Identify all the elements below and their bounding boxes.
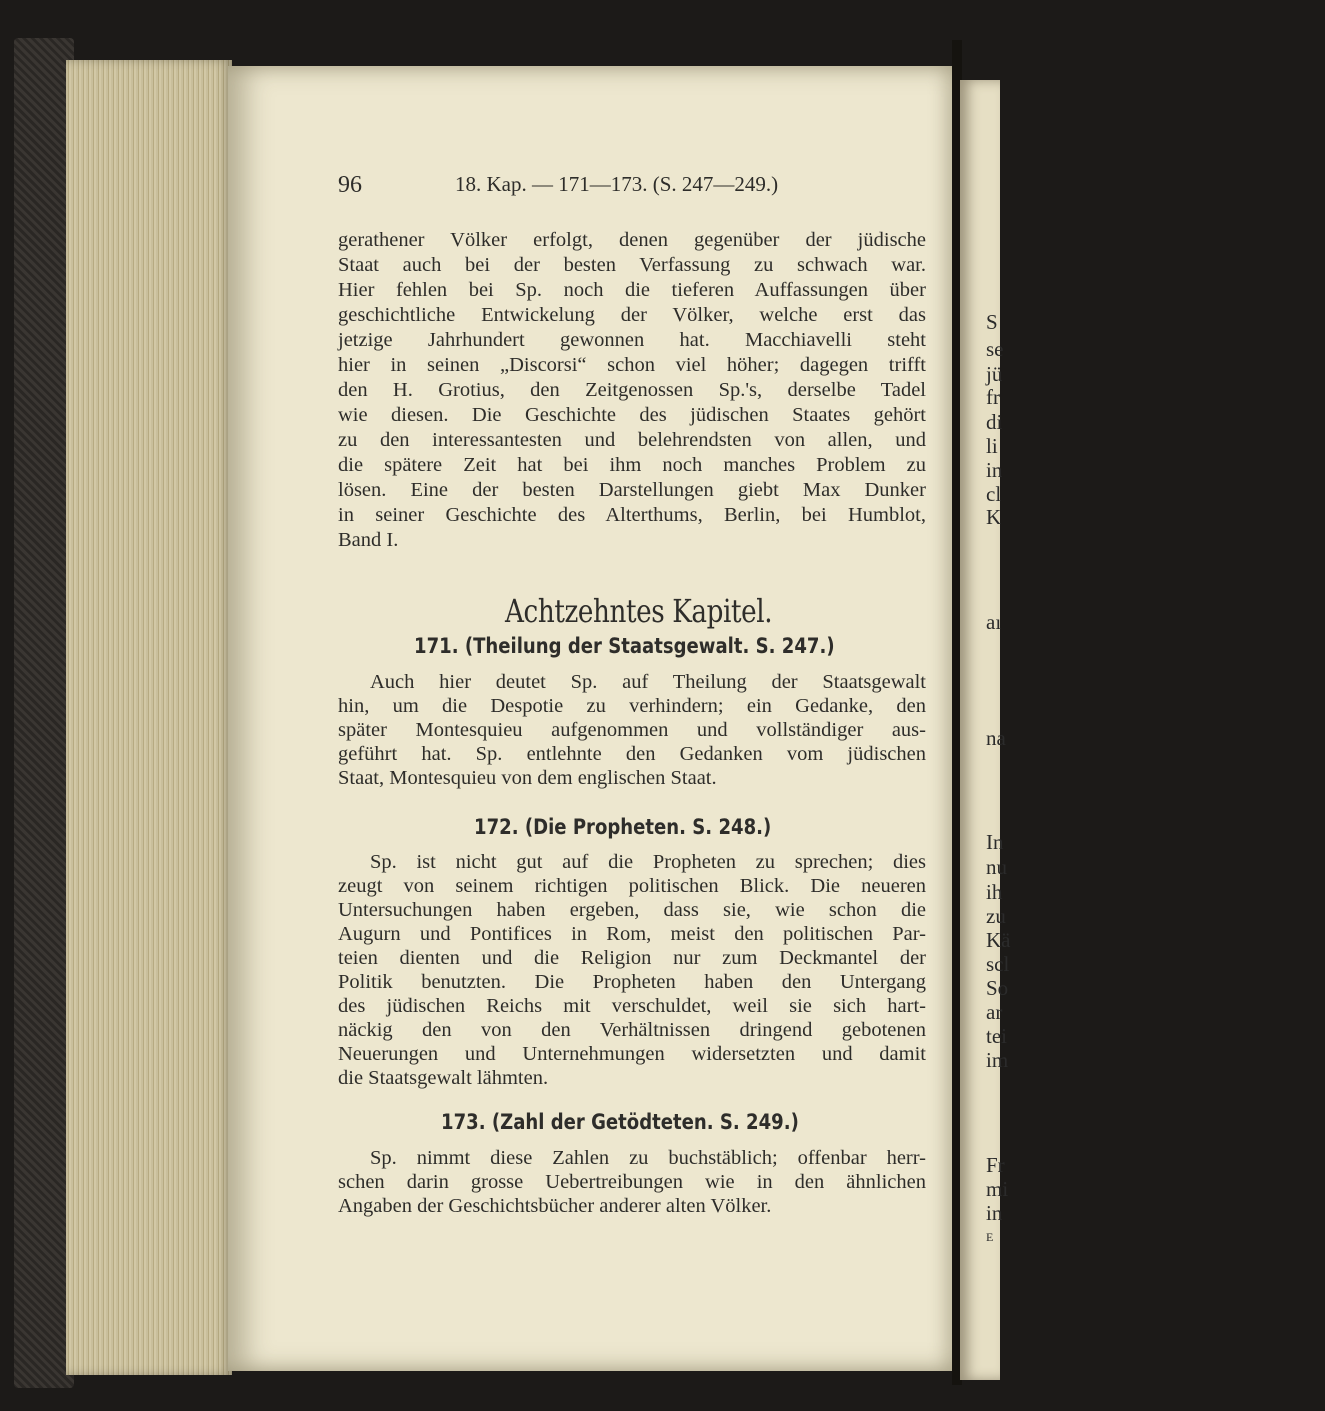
facing-page-fragment: In	[986, 830, 1004, 854]
text-line: Auch hier deutet Sp. auf Theilung der Staatsgewalt	[370, 671, 926, 693]
text-line: Sp. ist nicht gut auf die Propheten zu sprechen; dies	[370, 851, 926, 873]
text-line: hin, um die Despotie zu verhindern; ein Gedanke, den	[338, 695, 926, 717]
facing-page-fragment: S	[986, 310, 998, 334]
facing-page-fragment: K	[986, 505, 1002, 529]
text-line: Staat, Montesquieu von dem englischen Staat.	[338, 767, 717, 789]
facing-page-fragment: zu	[986, 904, 1006, 928]
text-line: Staat auch bei der besten Verfassung zu schwach war.	[338, 254, 926, 276]
text-line: in seiner Geschichte des Alterthums, Berlin, bei Humblot,	[338, 504, 926, 526]
text-line: Angaben der Geschichtsbücher anderer alten Völker.	[338, 1195, 772, 1217]
text-line: teien dienten und die Religion nur zum Deckmantel der	[338, 947, 926, 969]
facing-page-fragment: jü	[986, 362, 1003, 386]
text-line: jetzige Jahrhundert gewonnen hat. Macchiavelli steht	[338, 329, 926, 351]
page-number: 96	[338, 172, 362, 198]
section-heading-173: 173. (Zahl der Getödteten. S. 249.)	[441, 1110, 799, 1134]
facing-page-fragment: in	[986, 1201, 1003, 1225]
facing-page-fragment: in	[986, 458, 1003, 482]
text-line: Neuerungen und Unternehmungen widersetzten und damit	[338, 1043, 926, 1065]
text-line: Untersuchungen haben ergeben, dass sie, wie schon die	[338, 899, 926, 921]
text-line: Augurn und Pontifices in Rom, meist den politischen Par-	[338, 923, 926, 945]
facing-page-fragment: aı	[986, 610, 1002, 634]
facing-page-edge	[960, 80, 1011, 1380]
facing-page-fragment: mi	[986, 1177, 1009, 1201]
facing-page-fragment: nu	[986, 855, 1007, 879]
text-line: näckig den von den Verhältnissen dringend gebotenen	[338, 1019, 926, 1041]
text-line: wie diesen. Die Geschichte des jüdischen Staates gehört	[338, 404, 926, 426]
text-line: zeugt von seinem richtigen politischen Blick. Die neueren	[338, 875, 926, 897]
text-line: Hier fehlen bei Sp. noch die tieferen Auffassungen über	[338, 279, 926, 301]
facing-page-fragment: ih	[986, 880, 1003, 904]
text-line: später Montesquieu aufgenommen und vollständiger aus-	[338, 719, 926, 741]
facing-page-fragment: E	[986, 1230, 994, 1244]
text-line: Politik benutzten. Die Propheten haben den Untergang	[338, 971, 926, 993]
text-line: des jüdischen Reichs mit verschuldet, weil sie sich hart-	[338, 995, 926, 1017]
facing-page-fragment: li	[986, 434, 998, 458]
facing-page-fragment: Fr	[986, 1153, 1005, 1177]
text-line: hier in seinen „Discorsi“ schon viel höher; dagegen trifft	[338, 354, 926, 376]
text-line: geführt hat. Sp. entlehnte den Gedanken vom jüdischen	[338, 743, 926, 765]
facing-page-fragment: di	[986, 410, 1003, 434]
facing-page-fragment: tei	[986, 1024, 1007, 1048]
facing-page-fragment: fr	[986, 385, 1000, 409]
facing-page-fragment: scl	[986, 952, 1010, 976]
page-edges	[66, 60, 232, 1375]
facing-page-fragment: se	[986, 337, 1004, 361]
text-line: zu den interessantesten und belehrendsten von allen, und	[338, 429, 926, 451]
facing-page-fragment: Kä	[986, 928, 1011, 952]
text-line: den H. Grotius, den Zeitgenossen Sp.'s, derselbe Tadel	[338, 379, 926, 401]
text-line: die spätere Zeit hat bei ihm noch manches Problem zu	[338, 454, 926, 476]
facing-page-fragment: im	[986, 1048, 1009, 1072]
facing-page-fragment: ar	[986, 1000, 1003, 1024]
facing-page-fragment: So	[986, 976, 1009, 1000]
text-line: gerathener Völker erfolgt, denen gegenüber der jüdische	[338, 229, 926, 251]
text-line: Sp. nimmt diese Zahlen zu buchstäblich; offenbar herr-	[370, 1147, 926, 1169]
running-head: 18. Kap. — 171—173. (S. 247—249.)	[455, 172, 779, 196]
chapter-title: Achtzehntes Kapitel.	[505, 592, 773, 630]
section-heading-172: 172. (Die Propheten. S. 248.)	[474, 815, 772, 839]
text-line: die Staatsgewalt lähmten.	[338, 1067, 549, 1089]
text-line: geschichtliche Entwickelung der Völker, welche erst das	[338, 304, 926, 326]
text-line: lösen. Eine der besten Darstellungen giebt Max Dunker	[338, 479, 926, 501]
text-line: Band I.	[338, 529, 399, 551]
facing-page-fragment: cl	[986, 482, 1002, 506]
text-line: schen darin grosse Uebertreibungen wie in den ähnlichen	[338, 1171, 926, 1193]
facing-page-fragment: na	[986, 726, 1006, 750]
book-cover	[14, 38, 74, 1388]
section-heading-171: 171. (Theilung der Staatsgewalt. S. 247.)	[414, 634, 835, 658]
